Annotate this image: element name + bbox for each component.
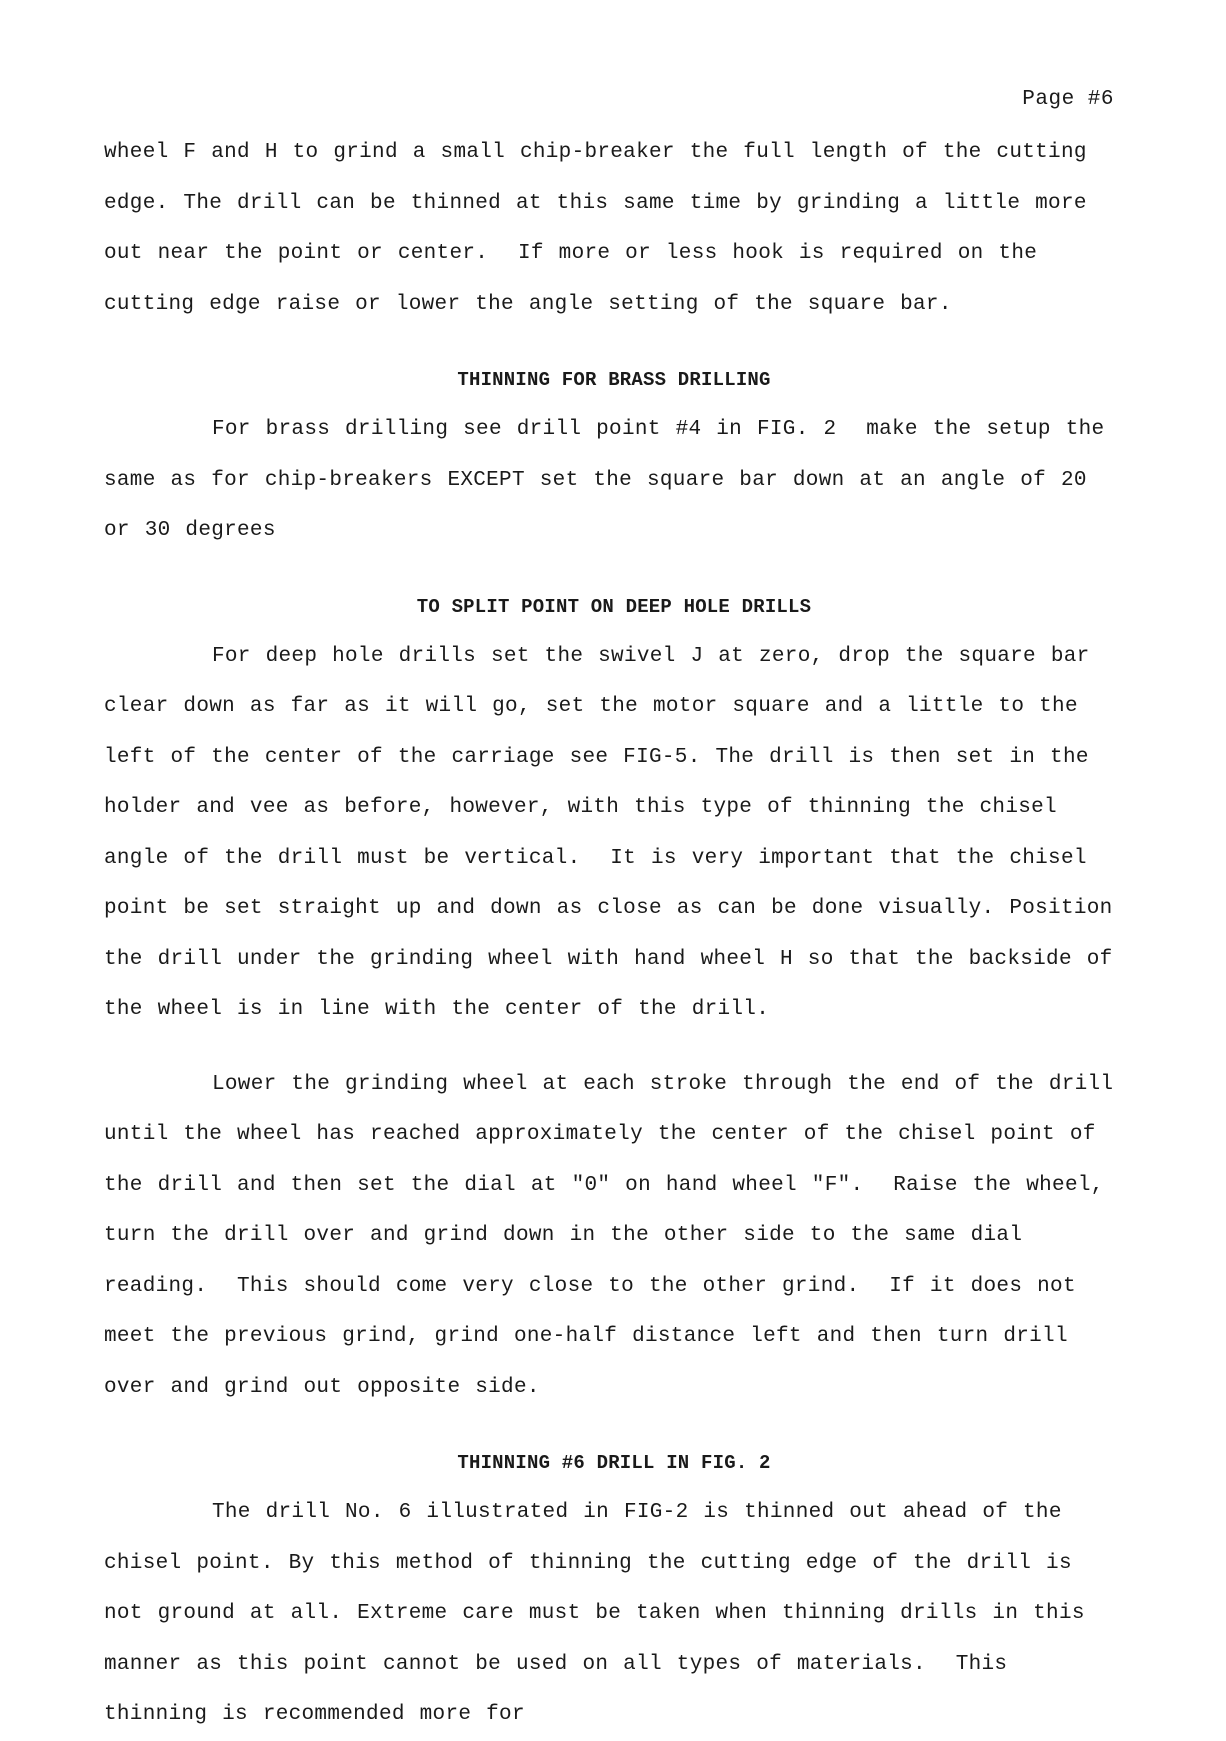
paragraph-lower-grinding-wheel: Lower the grinding wheel at each stroke through the end of the drill until the wheel has reached approximately the center of the chisel point of the drill and then set the dial at "0" on hand wheel "F". Raise the wheel, turn the drill over and grind down in the other side to the same dial reading. This should come very close to the other grind. If it does not meet the previous grind, grind one-half distance left and then turn drill over and grind out opposite side. — [104, 1072, 1129, 1399]
paragraph-brass-drilling: For brass drilling see drill point #4 in FIG. 2 make the setup the same as for chip-breakers EXCEPT set the square bar down at an angle of 20 or 30 degrees — [104, 418, 1120, 542]
paragraph-drill-no-6: The drill No. 6 illustrated in FIG-2 is thinned out ahead of the chisel point. By this method of thinning the cutting edge of the drill is not ground at all. Extreme care must be taken when thinning drills in this manner as this point cannot be used on all types of materials. This thinning is recommended more for — [104, 1501, 1100, 1726]
heading-thinning-6-drill: THINNING #6 DRILL IN FIG. 2 — [457, 1452, 771, 1474]
paragraph-gap — [104, 1036, 1124, 1060]
page-number: Page #6 — [1022, 88, 1114, 111]
page-content — [104, 128, 1129, 1741]
paragraph-deep-hole-drills: For deep hole drills set the swivel J at zero, drop the square bar clear down as far as it will go, set the motor square and a little to the left of the center of the carriage see FIG-5. The drill is then set in the holder and vee as before, however, with this type of thinning the chisel angle of the drill must be vertical. It is very important that the chisel point be set straight up and down as close as can be done visually. Position the drill under the grinding wheel with hand wheel H so that the backside of the wheel is in line with the center of the drill. — [104, 644, 1128, 1021]
heading-brass-drilling: THINNING FOR BRASS DRILLING — [457, 369, 771, 391]
heading-split-point: TO SPLIT POINT ON DEEP HOLE DRILLS — [416, 595, 812, 618]
paragraph-chip-breaker: wheel F and H to grind a small chip-breaker the full length of the cutting edge. The drill can be thinned at this same time by grinding a little more out near the point or center. If more or less hook is required on the cutting edge raise or lower the angle setting of the square bar. — [104, 141, 1102, 316]
